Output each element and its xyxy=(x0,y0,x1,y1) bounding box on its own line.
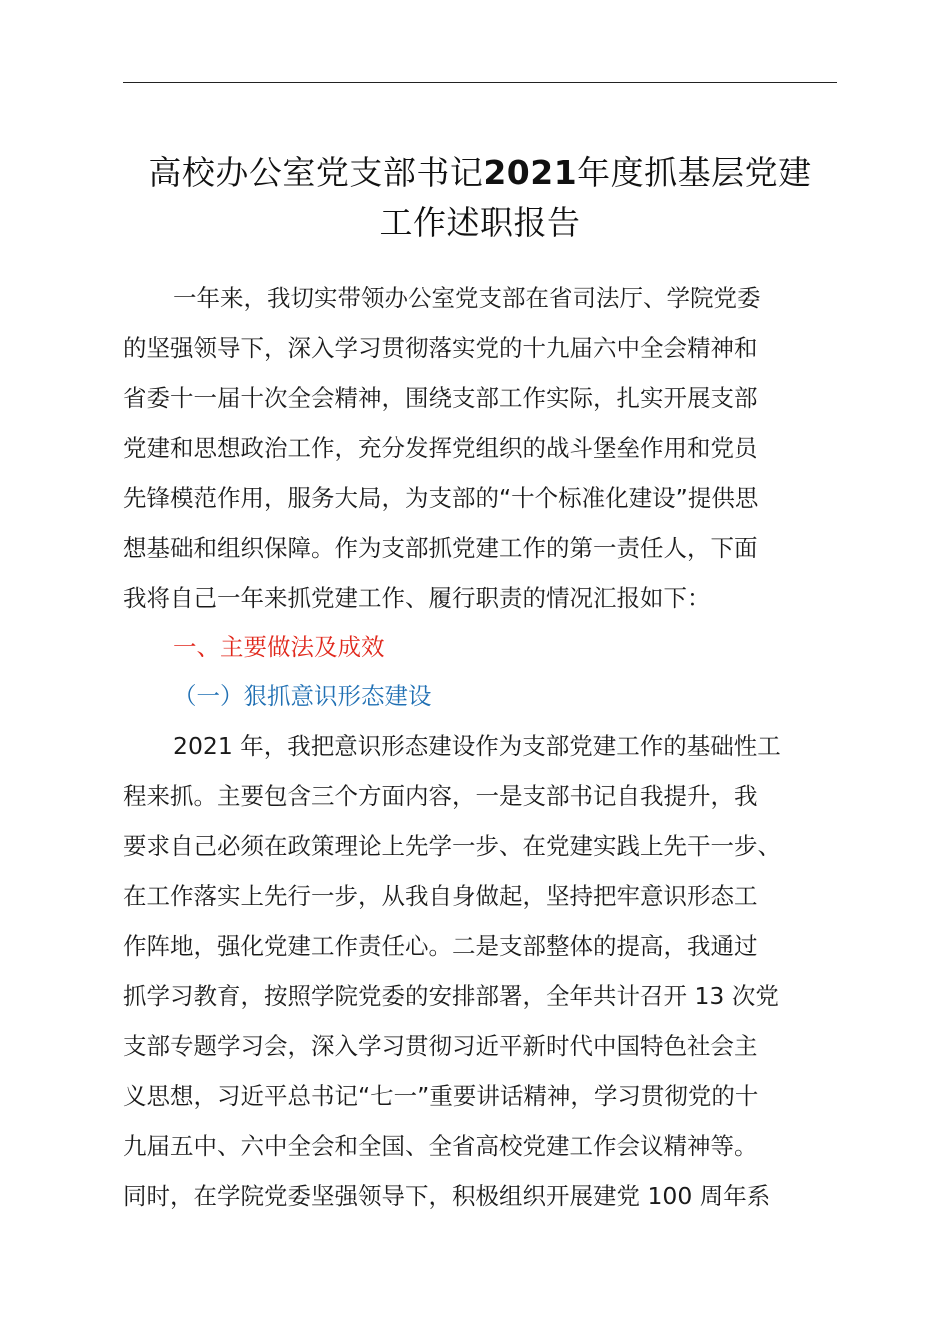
paragraph-line: 作阵地，强化党建工作责任心。二是支部整体的提高，我通过 xyxy=(123,932,758,960)
paragraph-line: 省委十一届十次全会精神，围绕支部工作实际，扎实开展支部 xyxy=(123,384,758,412)
paragraph-line: 九届五中、六中全会和全国、全省高校党建工作会议精神等。 xyxy=(123,1132,758,1160)
paragraph-line: 要求自己必须在政策理论上先学一步、在党建实践上先干一步、 xyxy=(123,832,781,860)
title-line-1: 高校办公室党支部书记2021年度抓基层党建 xyxy=(148,153,812,192)
paragraph-line: 先锋模范作用，服务大局，为支部的“十个标准化建设”提供思 xyxy=(123,484,759,512)
paragraph-line: 义思想，习近平总书记“七一”重要讲话精神，学习贯彻党的十 xyxy=(123,1082,759,1110)
title-line-2: 工作述职报告 xyxy=(379,203,581,242)
paragraph-line: 支部专题学习会，深入学习贯彻习近平新时代中国特色社会主 xyxy=(123,1032,758,1060)
header-rule xyxy=(123,82,837,83)
paragraph-line: 我将自己一年来抓党建工作、履行职责的情况汇报如下： xyxy=(123,584,711,612)
paragraph-line: 想基础和组织保障。作为支部抓党建工作的第一责任人，下面 xyxy=(123,534,758,562)
paragraph-line: 党建和思想政治工作，充分发挥党组织的战斗堡垒作用和党员 xyxy=(123,434,758,462)
paragraph-line: 一年来，我切实带领办公室党支部在省司法厅、学院党委 xyxy=(173,284,761,312)
section-heading: 一、主要做法及成效 xyxy=(173,633,385,661)
document-title xyxy=(110,148,850,248)
paragraph-line: 同时，在学院党委坚强领导下，积极组织开展建党 100 周年系 xyxy=(123,1182,771,1210)
paragraph-line: 2021 年，我把意识形态建设作为支部党建工作的基础性工 xyxy=(173,732,781,760)
paragraph-line: 在工作落实上先行一步，从我自身做起，坚持把牢意识形态工 xyxy=(123,882,758,910)
paragraph-line: 的坚强领导下，深入学习贯彻落实党的十九届六中全会精神和 xyxy=(123,334,758,362)
paragraph-line: 程来抓。主要包含三个方面内容，一是支部书记自我提升，我 xyxy=(123,782,758,810)
subsection-heading: （一）狠抓意识形态建设 xyxy=(173,682,432,710)
paragraph-line: 抓学习教育，按照学院党委的安排部署，全年共计召开 13 次党 xyxy=(123,982,779,1010)
